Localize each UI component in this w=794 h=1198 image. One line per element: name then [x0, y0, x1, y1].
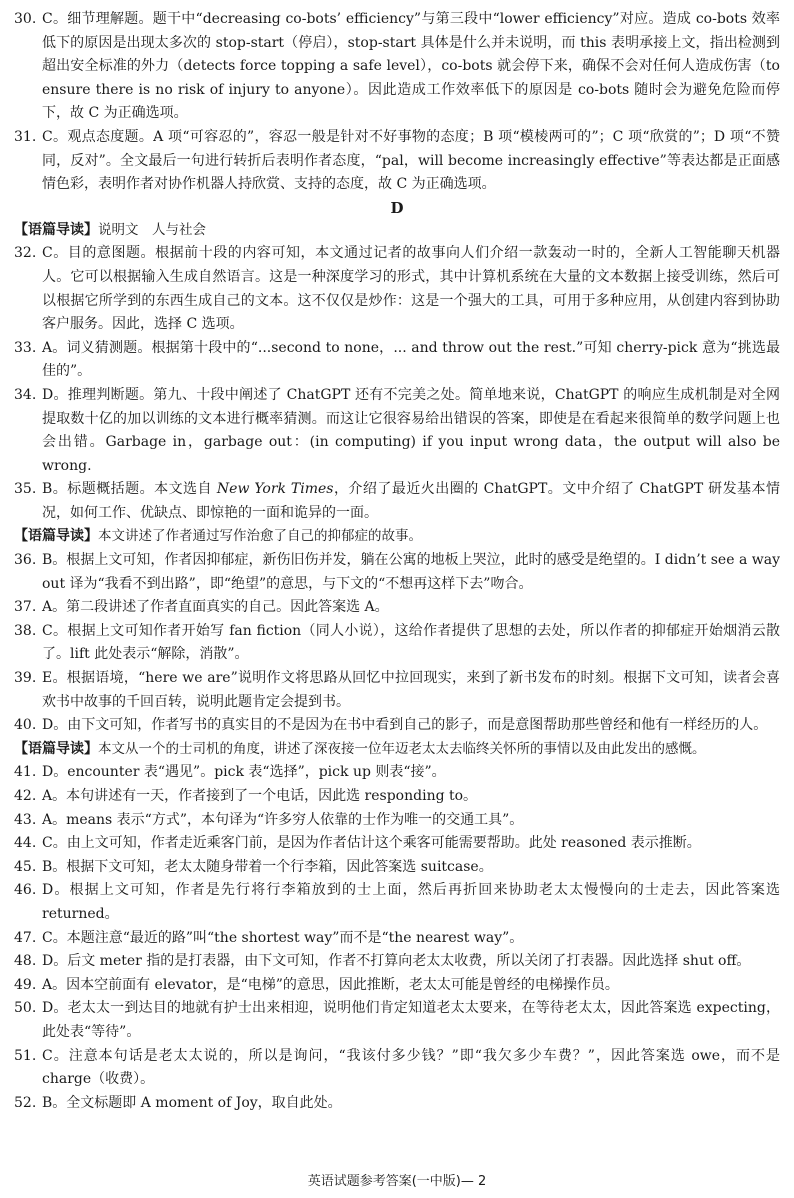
section-heading-d: D: [390, 198, 404, 217]
answer-item: [14, 832, 780, 856]
answer-item: [14, 596, 780, 620]
answer-number: 35.: [14, 481, 37, 498]
answer-item: [14, 478, 780, 525]
answer-number: 39.: [14, 670, 37, 687]
answer-text: B。根据上文可知，作者因抑郁症，新伤旧伤并发，躺在公寓的地板上哭泣，此时的感受是绝望的。I didn’t see a way out 译为“我看不到出路”，即“绝望”的意思，与下文的“不想再这样下去”吻合。: [42, 552, 780, 592]
answer-text: A。本句讲述有一天，作者接到了一个电话，因此选 responding to。: [42, 788, 478, 804]
answer-item: [14, 950, 780, 974]
answer-text: C。由上文可知，作者走近乘客门前，是因为作者估计这个乘客可能需要帮助。此处 reasoned 表示推断。: [42, 835, 701, 852]
answer-item: [14, 879, 780, 926]
answer-number: 41.: [14, 764, 37, 781]
answer-number: 31.: [14, 128, 37, 145]
answer-number: 51.: [14, 1047, 37, 1064]
answer-item: [14, 667, 780, 714]
answer-text: C。细节理解题。题干中“decreasing co-bots’ efficiency”与第三段中“lower efficiency”对应。造成 co-bots 效率低下的原因是出现太多次的 stop-start（停启），stop-start 具体是什么并未说明，而 this 表明承接上文，指出检测到超出安全标准的外力（detects force topping a safe level），co-bots 就会停下来，确保不会对任何人造成伤害（to ensure there is no risk of injury to anyone）。因此造成工作效率低下的原因是 co-bots 随时会为避免危险而停下，故 C 为正确选项。: [42, 11, 780, 122]
answer-item: [14, 126, 780, 197]
answer-text: D。后文 meter 指的是打表器，由下文可知，作者不打算向老太太收费，所以关闭了打表器。因此选择 shut off。: [42, 953, 751, 970]
answer-text: B。标题概括题。本文选自: [42, 481, 217, 498]
answer-text: A。词义猜测题。根据第十段中的“...second to none，... and throw out the rest.”可知 cherry-pick 意为“挑选最佳的”。: [42, 339, 780, 380]
answer-number: 36.: [14, 552, 37, 569]
answer-text: C。目的意图题。根据前十段的内容可知，本文通过记者的故事向人们介绍一款轰动一时的，全新人工智能聊天机器人。它可以根据输入生成自然语言。这是一种深度学习的形式，其中计算机系统在大量的文本数据上接受训练，然后可以根据它所学到的东西生成自己的文本。这不仅仅是炒作：这是一个强大的工具，可用于多种应用，从创建内容到协助客户服务。因此，选择 C 选项。: [42, 245, 780, 333]
answer-text: C。注意本句话是老太太说的，所以是询问，“我该付多少钱？”即“我欠多少车费？”，因此答案选 owe，而不是 charge（收费）。: [42, 1047, 780, 1088]
answer-text: ，介绍了最近火出圈的 ChatGPT。文中介绍了 ChatGPT 研发基本情况，如何工作、优缺点、即惊艳的一面和诡异的一面。: [42, 481, 780, 521]
answer-number: 44.: [14, 835, 37, 852]
answer-number: 45.: [14, 858, 37, 875]
answer-item: [14, 1092, 780, 1116]
answer-item: [14, 809, 780, 833]
answer-item: [14, 384, 780, 478]
answer-number: 43.: [14, 811, 37, 828]
answer-page: [14, 8, 780, 1115]
answer-item: [14, 856, 780, 880]
answer-item: [14, 974, 780, 998]
guide-text: 本文讲述了作者通过写作治愈了自己的抑郁症的故事。: [98, 528, 422, 545]
passage-guide: [14, 525, 780, 549]
answer-number: 38.: [14, 622, 37, 639]
answer-item: [14, 337, 780, 384]
answer-item: [14, 714, 780, 738]
answer-number: 30.: [14, 11, 37, 27]
answer-text: A。第二段讲述了作者直面真实的自己。因此答案选 A。: [42, 599, 389, 616]
answer-number: 32.: [14, 245, 37, 262]
answer-number: 37.: [14, 599, 37, 616]
answer-number: 46.: [14, 882, 37, 899]
answer-text: B。全文标题即 A moment of Joy，取自此处。: [42, 1094, 342, 1111]
answer-text: D。由下文可知，作者写书的真实目的不是因为在书中看到自己的影子，而是意图帮助那些曾经和他有一样经历的人。: [42, 717, 768, 734]
answer-item: [14, 1045, 780, 1092]
answer-number: 34.: [14, 386, 37, 403]
guide-text: 说明文 人与社会: [98, 221, 206, 238]
passage-guide: [14, 219, 780, 243]
guide-tag: 【语篇导读】: [14, 221, 98, 238]
answer-number: 52.: [14, 1094, 37, 1111]
guide-tag: 【语篇导读】: [14, 528, 98, 545]
answer-item: [14, 620, 780, 667]
answer-item: [14, 8, 780, 126]
answer-number: 42.: [14, 788, 37, 804]
answer-number: 47.: [14, 929, 37, 946]
answer-item: [14, 761, 780, 785]
answer-text: D。encounter 表“遇见”。pick 表“选择”，pick up 则表“接”。: [42, 764, 446, 781]
guide-text: 本文从一个的士司机的角度，讲述了深夜接一位年迈老太太去临终关怀所的事情以及由此发出的感慨。: [98, 740, 706, 757]
answer-number: 33.: [14, 339, 37, 356]
answer-text: A。因本空前面有 elevator，是“电梯”的意思，因此推断，老太太可能是曾经的电梯操作员。: [42, 976, 619, 993]
answer-text: E。根据语境，“here we are”说明作文将思路从回忆中拉回现实，来到了新书发布的时刻。根据下文可知，读者会喜欢书中故事的千回百转，说明此题肯定会提到书。: [42, 670, 780, 710]
answer-text: D。推理判断题。第九、十段中阐述了 ChatGPT 还有不完美之处。简单地来说，ChatGPT 的响应生成机制是对全网提取数十亿的加以训练的文本进行概率猜测。而这让它很容易给出错误的答案，即使是在看起来很简单的数学问题上也会出错。Garbage in，garbage out：(in computing) if you input wrong data，the output will also be wrong.: [42, 386, 780, 474]
answer-item: [14, 927, 780, 951]
answer-item: [14, 785, 780, 809]
guide-tag: 【语篇导读】: [14, 740, 98, 757]
answer-text: D。根据上文可知，作者是先行将行李箱放到的士上面，然后再折回来协助老太太慢慢向的士走去，因此答案选 returned。: [42, 882, 780, 922]
answer-text: C。观点态度题。A 项“可容忍的”，容忍一般是针对不好事物的态度；B 项“模棱两可的”；C 项“欣赏的”；D 项“不赞同，反对”。全文最后一句进行转折后表明作者态度，“pal，will become increasingly effective”等表达都是正面感情色彩，表明作者对协作机器人持欣赏、支持的态度，故 C 为正确选项。: [42, 128, 780, 193]
answer-item: [14, 549, 780, 596]
answer-number: 50.: [14, 1000, 37, 1017]
answer-item: [14, 242, 780, 336]
passage-guide: [14, 738, 780, 762]
answer-text: B。根据下文可知，老太太随身带着一个行李箱，因此答案选 suitcase。: [42, 858, 493, 875]
source-title: New York Times: [216, 481, 334, 498]
answer-text: C。本题注意“最近的路”叫“the shortest way”而不是“the nearest way”。: [42, 929, 524, 946]
answer-text: D。老太太一到达目的地就有护士出来相迎，说明他们肯定知道老太太要来，在等待老太太，因此答案选 expecting，此处表“等待”。: [42, 1000, 780, 1040]
answer-text: C。根据上文可知作者开始写 fan fiction（同人小说），这给作者提供了思想的去处，所以作者的抑郁症开始烟消云散了。lift 此处表示“解除，消散”。: [42, 622, 780, 663]
page-footer: 英语试题参考答案(一中版)— 2: [307, 1174, 487, 1189]
answer-text: A。means 表示“方式”，本句译为“许多穷人依靠的士作为唯一的交通工具”。: [42, 811, 524, 828]
answer-number: 40.: [14, 717, 37, 734]
answer-item: [14, 997, 780, 1044]
answer-number: 49.: [14, 976, 37, 993]
answer-number: 48.: [14, 953, 37, 970]
